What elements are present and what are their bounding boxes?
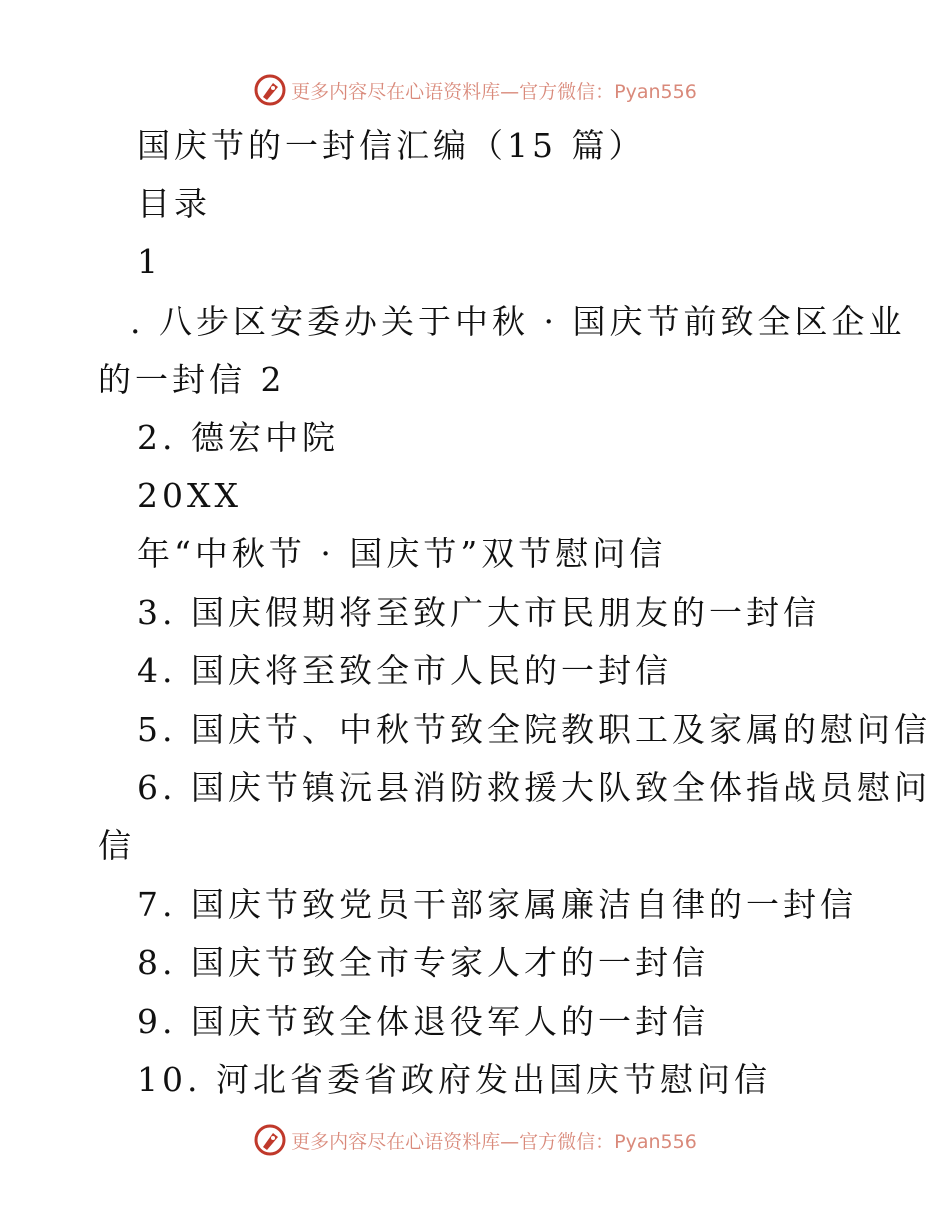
footer-banner [0,1120,950,1160]
toc-line: 8. 国庆节致全市专家人才的一封信 [137,943,709,982]
header-banner [0,70,950,110]
toc-line: 的一封信 2 [98,360,286,399]
pen-nib-logo-icon [253,73,287,107]
banner-text: 更多内容尽在心语资料库—官方微信：Pyan556 [291,80,697,103]
toc-line: . 八步区安委办关于中秋 · 国庆节前致全区企业 [130,302,906,341]
toc-line: 9. 国庆节致全体退役军人的一封信 [137,1002,709,1041]
toc-line: 信 [98,826,135,865]
banner-text: 更多内容尽在心语资料库—官方微信：Pyan556 [291,1130,697,1153]
toc-line: 3. 国庆假期将至致广大市民朋友的一封信 [137,593,820,632]
document-title: 国庆节的一封信汇编（15 篇） [137,126,646,165]
toc-line: 年“中秋节 · 国庆节”双节慰问信 [137,534,667,573]
toc-heading: 目录 [137,184,211,223]
toc-line: 6. 国庆节镇沅县消防救援大队致全体指战员慰问 [137,768,931,807]
toc-line: 2. 德宏中院 [137,418,339,457]
toc-line: 1 [137,242,162,281]
toc-line: 10. 河北省委省政府发出国庆节慰问信 [137,1060,771,1099]
pen-nib-logo-icon [253,1123,287,1157]
toc-line: 7. 国庆节致党员干部家属廉洁自律的一封信 [137,885,857,924]
toc-line: 5. 国庆节、中秋节致全院教职工及家属的慰问信 [137,710,931,749]
toc-line: 20XX [137,476,242,515]
toc-line: 4. 国庆将至致全市人民的一封信 [137,651,672,690]
